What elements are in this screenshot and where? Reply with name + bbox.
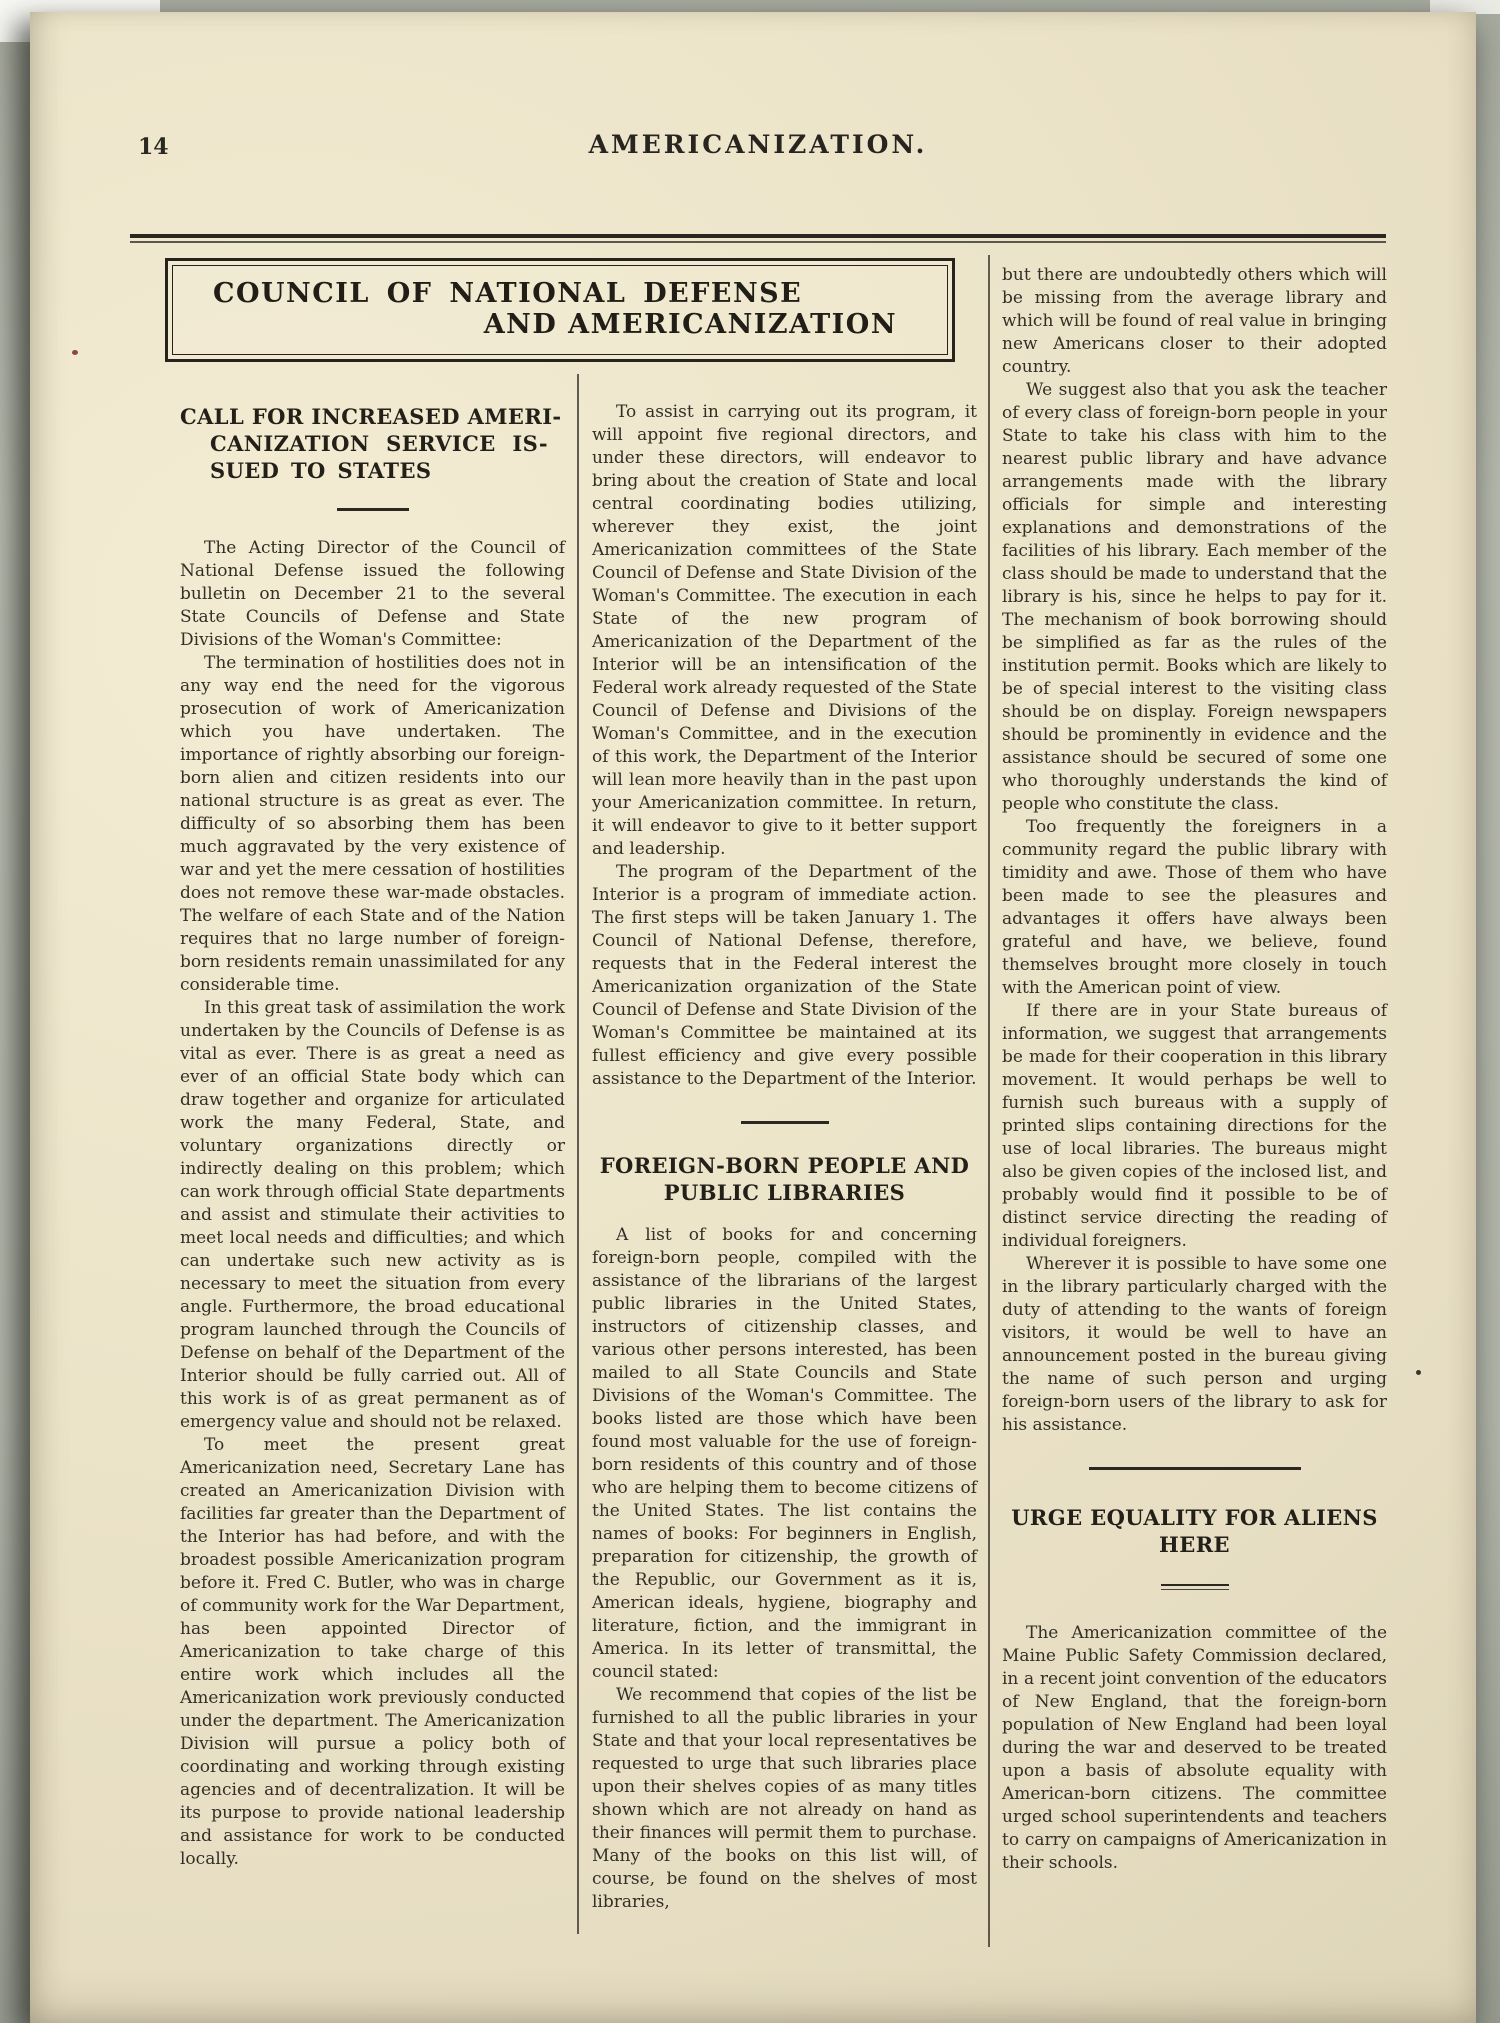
- heading-gap: [592, 1206, 977, 1224]
- article2-paragraph-4: We suggest also that you ask the teacher of every class of foreign-born people in your State to take his class with him to the nearest public library and have advance arrangements made with the library officials for simple and interesting explanations and demonstrations of the facilities of his library. Each member of the class should be made to understand that the library is his, since he helps to pay for it. The mechanism of book borrowing should be simplified as far as the rules of the institution permit. Books which are likely to be of special interest to the visiting class should be on display. Foreign newspapers should be prominently in evidence and the assistance should be secured of some one who thoroughly understands the kind of people who constitute the class.: [1002, 380, 1387, 814]
- journal-title: AMERICANIZATION.: [588, 130, 928, 159]
- article1-paragraph-4: To meet the present great Americanization need, Secretary Lane has created an Americanization Division with facilities far greater than the Department of the Interior has had before, and with the broadest possible Americanization program before it. Fred C. Butler, who was in charge of community work for the War Department, has been appointed Director of Americanization to take charge of this entire work which includes all the Americanization work previously conducted under the department. The Americanization Division will pursue a policy both of coordinating and working through existing agencies and of decentralization. It will be its purpose to provide national leadership and assistance for work to be conducted locally.: [180, 1434, 565, 1869]
- article2-paragraph-1: A list of books for and concerning foreign-born people, compiled with the assistance of the librarians of the largest public libraries in the United States, instructors of citizenship classes, and various other persons interested, has been mailed to all State Councils and State Divisions of the Woman's Committee. The books listed are those which have been found most valuable for the use of foreign-born residents of this country and of those who are helping them to become citizens of the United States. The list contains the names of books: For beginners in English, preparation for citizenship, the growth of the Republic, our Government as it is, American ideals, hygiene, biography and literature, fiction, and the immigrant in America. In its letter of transmittal, the council stated:: [592, 1224, 977, 1682]
- print-speck: [72, 350, 78, 355]
- running-head: [130, 130, 1386, 164]
- title-box-line2: AND AMERICANIZATION: [483, 309, 897, 340]
- article3-heading-line1: URGE EQUALITY FOR ALIENS: [1011, 1504, 1378, 1530]
- article3-heading-line2: HERE: [1159, 1531, 1230, 1557]
- article1-heading-line3: SUED TO STATES: [210, 458, 432, 483]
- article3-paragraph-1: The Americanization committee of the Maine Public Safety Commission declared, in a recent joint convention of the educators of New England, that the foreign-born population of New England had been loyal during the war and deserved to be treated upon a basis of absolute equality with American-born citizens. The committee urged school superintendents and teachers to carry on campaigns of Americanization in their schools.: [1002, 1622, 1387, 1873]
- article1-paragraph-6: The program of the Department of the Interior is a program of immediate action. The first steps will be taken January 1. The Council of National Defense, therefore, requests that in the Federal interest the Americanization organization of the State Council of Defense and State Division of the Woman's Committee be maintained at its fullest efficiency and give every possible assistance to the Department of the Interior.: [592, 862, 977, 1089]
- article1-paragraph-3: In this great task of assimilation the work undertaken by the Councils of Defense is as vital as ever. There is as great a need as ever of an official State body which can draw together and organize for articulated work the many Federal, State, and voluntary organizations directly or indirectly dealing on this problem; which can work through official State departments and assist and stimulate their activities to meet local needs and difficulties; and which can undertake such new activity as is necessary to meet the situation from every angle. Furthermore, the broad educational program launched through the Councils of Defense on behalf of the Department of the Interior should be fully carried out. All of this work is of as great permanent as of emergency value and should not be relaxed.: [180, 997, 565, 1432]
- heading-rule: [337, 508, 409, 511]
- article2-paragraph-2: We recommend that copies of the list be furnished to all the public libraries in your State and that your local representatives be requested to urge that such libraries place upon their shelves copies of as many titles shown which are not already on hand as their finances will permit them to purchase. Many of the books on this list will, of course, be found on the shelves of most libraries,: [592, 1684, 977, 1912]
- magazine-page: [30, 12, 1476, 2023]
- section-divider-rule: [1089, 1467, 1301, 1470]
- column-divider-right: [988, 255, 990, 1947]
- article-title-box-inner: [172, 265, 948, 355]
- article2-paragraph-5: Too frequently the foreigners in a community regard the public library with timidity and awe. Those of them who have been made to see the pleasures and advantages it offers have always been grateful and have, we believe, found themselves brought more closely in touch with the American point of view.: [1002, 817, 1387, 998]
- column-divider-left: [577, 374, 579, 1934]
- article2-heading: [592, 1152, 977, 1206]
- article3-heading: [1002, 1504, 1387, 1558]
- article1-heading: [180, 403, 565, 484]
- column-right: [1002, 264, 1387, 1875]
- article1-heading-line2: CANIZATION SERVICE IS-: [210, 431, 549, 456]
- article-title-box: [165, 258, 955, 362]
- article2-paragraph-6: If there are in your State bureaus of information, we suggest that arrangements be made for their cooperation in this library movement. It would perhaps be well to furnish such bureaus with a supply of printed slips containing directions for the use of local libraries. The bureaus might also be given copies of the inclosed list, and probably would find it possible to be of distinct service directing the reading of individual foreigners.: [1002, 1001, 1387, 1251]
- header-rule: [130, 234, 1386, 243]
- column-left: [180, 403, 565, 1871]
- print-speck: [1416, 1370, 1421, 1375]
- article1-paragraph-1: The Acting Director of the Council of National Defense issued the following bulletin on December 21 to the several State Councils of Defense and State Divisions of the Woman's Committee:: [180, 537, 565, 650]
- article2-heading-line2: PUBLIC LIBRARIES: [663, 1179, 906, 1205]
- article2-paragraph-3: but there are undoubtedly others which will be missing from the average library and which will be found of real value in bringing new Americans closer to their adopted country.: [1002, 265, 1387, 377]
- article2-heading-line1: FOREIGN-BORN PEOPLE AND: [599, 1152, 970, 1178]
- article1-paragraph-5: To assist in carrying out its program, it will appoint five regional directors, and under these directors, will endeavor to bring about the creation of State and local central coordinating bodies utilizing, wherever they exist, the joint Americanization committees of the State Council of Defense and State Division of the Woman's Committee. The execution in each State of the new program of Americanization of the Department of the Interior will be an intensification of the Federal work already requested of the State Council of Defense and Divisions of the Woman's Committee, and in the execution of this work, the Department of the Interior will lean more heavily than in the past upon your Americanization committee. In return, it will endeavor to give to it better support and leadership.: [592, 402, 977, 859]
- column-middle: [592, 401, 977, 1914]
- article2-paragraph-7: Wherever it is possible to have some one in the library particularly charged with the duty of attending to the wants of foreign visitors, it would be well to have an announcement posted in the bureau giving the name of such person and urging foreign-born users of the library to ask for his assistance.: [1002, 1254, 1387, 1435]
- heading-rule: [1161, 1584, 1229, 1590]
- article1-heading-line1: CALL FOR INCREASED AMERI-: [180, 404, 562, 429]
- title-box-line1: COUNCIL OF NATIONAL DEFENSE: [213, 278, 803, 309]
- page-number: 14: [138, 134, 169, 160]
- section-divider-rule: [741, 1121, 829, 1124]
- article1-paragraph-2: The termination of hostilities does not in any way end the need for the vigorous prosecution of work of Americanization which you have undertaken. The importance of rightly absorbing our foreign-born alien and citizen residents into our national structure is as great as ever. The difficulty of so absorbing them has been much aggravated by the very existence of war and yet the mere cessation of hostilities does not remove these war-made obstacles. The welfare of each State and of the Nation requires that no large number of foreign-born residents remain unassimilated for any considerable time.: [180, 652, 565, 995]
